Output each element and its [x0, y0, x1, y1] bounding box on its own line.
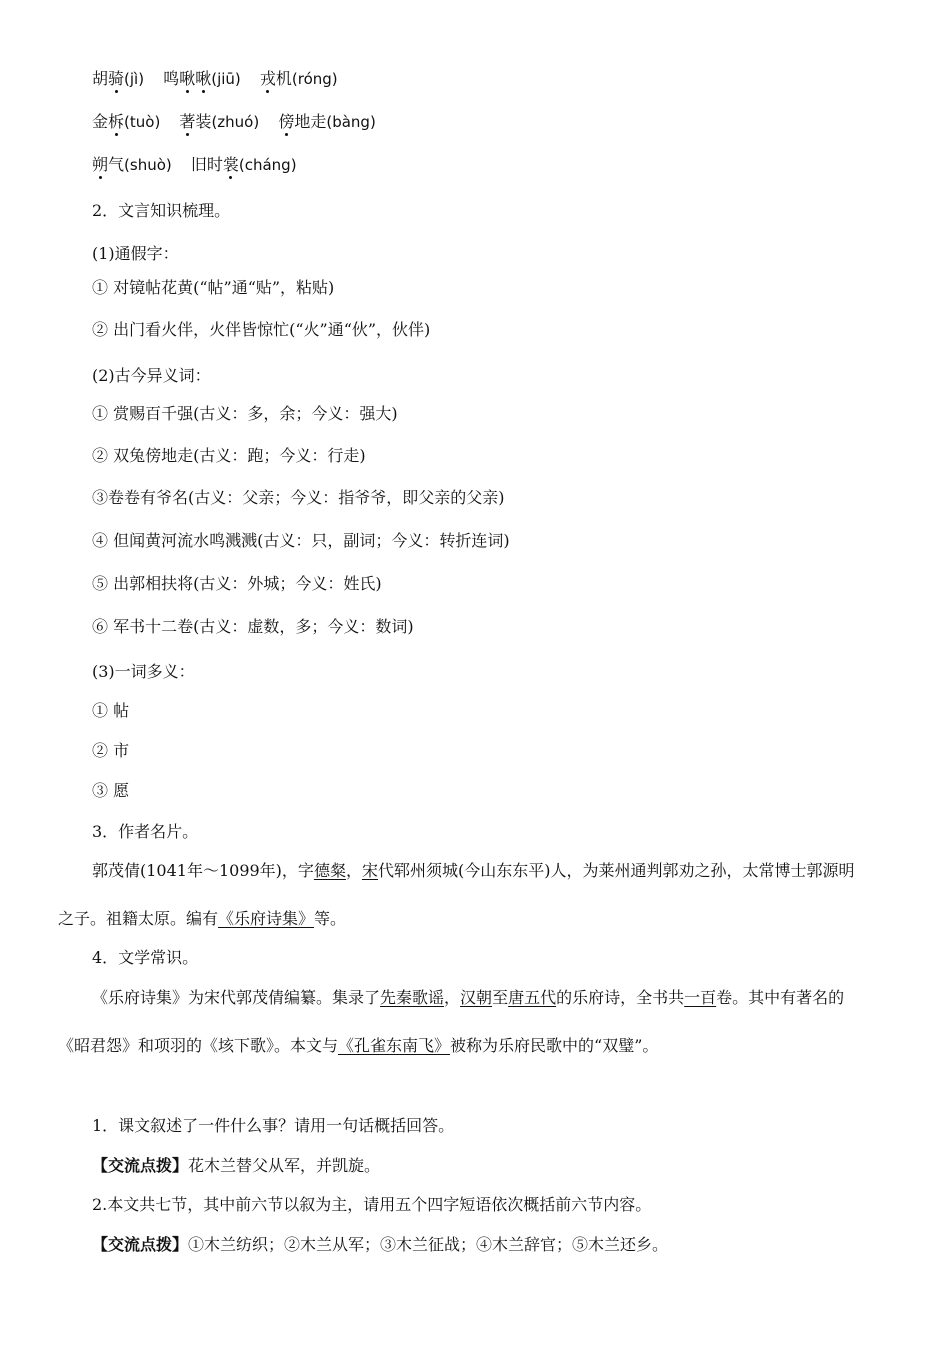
underlined-term: 汉朝 — [460, 988, 493, 1007]
author-paragraph-line-1: 郭茂倩(1041年～1099年)，字德粲，宋代郓州须城(今山东东平)人，为莱州通判郭劝之孙，太常博士郭源明 — [92, 861, 855, 880]
answer-1: 【交流点拨】花木兰替父从军，并凯旋。 — [92, 1156, 381, 1175]
pinyin-item: 鸣啾啾(jiū) — [163, 69, 241, 88]
list-item: ② 双兔傍地走(古义：跑；今义：行走) — [92, 446, 366, 465]
pinyin-item: 金柝(tuò) — [92, 112, 161, 131]
pinyin-item: 朔气(shuò) — [92, 155, 172, 174]
list-item: ② 出门看火伴，火伴皆惊忙(“火”通“伙”，伙伴) — [92, 320, 431, 339]
pinyin-row-2 — [92, 110, 376, 134]
subsection-title: (1)通假字： — [92, 244, 179, 263]
literature-paragraph-line-1: 《乐府诗集》为宋代郭茂倩编纂。集录了先秦歌谣，汉朝至唐五代的乐府诗，全书共一百卷。其中有著名的 — [92, 988, 845, 1007]
pinyin-row-1 — [92, 67, 338, 91]
pinyin-item: 旧时裳(cháng) — [190, 155, 297, 174]
answer-2: 【交流点拨】①木兰纺织；②木兰从军；③木兰征战；④木兰辞官；⑤木兰还乡。 — [92, 1235, 669, 1254]
list-item: ⑤ 出郭相扶将(古义：外城；今义：姓氏) — [92, 574, 382, 593]
list-item: ① 对镜帖花黄(“帖”通“贴”，粘贴) — [92, 278, 335, 297]
pinyin-row-3 — [92, 153, 297, 177]
underlined-term: 《乐府诗集》 — [218, 909, 315, 928]
underlined-term: 德粲 — [313, 861, 346, 880]
pinyin-item: 傍地走(bàng) — [278, 112, 376, 131]
list-item: ① 赏赐百千强(古义：多，余；今义：强大) — [92, 404, 398, 423]
list-item: ③ 愿 — [92, 781, 130, 800]
subsection-title: (2)古今异义词： — [92, 366, 211, 385]
list-item: ③卷卷有爷名(古义：父亲；今义：指爷爷，即父亲的父亲) — [92, 488, 505, 507]
question-1: 1．课文叙述了一件什么事？请用一句话概括回答。 — [92, 1116, 455, 1135]
underlined-term: 《孔雀东南飞》 — [338, 1036, 451, 1055]
question-2: 2.本文共七节，其中前六节以叙为主，请用五个四字短语依次概括前六节内容。 — [92, 1195, 652, 1214]
pinyin-item: 胡骑(jì) — [92, 69, 145, 88]
section-heading: 2．文言知识梳理。 — [92, 201, 231, 220]
underlined-term: 宋 — [361, 861, 378, 880]
author-paragraph-line-2: 之子。祖籍太原。编有《乐府诗集》等。 — [58, 909, 347, 928]
literature-paragraph-line-2: 《昭君怨》和项羽的《垓下歌》。本文与《孔雀东南飞》被称为乐府民歌中的“双璧”。 — [58, 1036, 659, 1055]
underlined-term: 唐五代 — [508, 988, 557, 1007]
list-item: ⑥ 军书十二卷(古义：虚数，多；今义：数词) — [92, 617, 414, 636]
underlined-term: 一百 — [684, 988, 717, 1007]
list-item: ④ 但闻黄河流水鸣溅溅(古义：只，副词；今义：转折连词) — [92, 531, 510, 550]
underlined-term: 先秦歌谣 — [380, 988, 445, 1007]
section-heading: 4．文学常识。 — [92, 948, 199, 967]
answer-label: 【交流点拨】 — [92, 1235, 189, 1254]
subsection-title: (3)一词多义： — [92, 662, 195, 681]
answer-label: 【交流点拨】 — [92, 1156, 189, 1175]
pinyin-item: 著装(zhuó) — [179, 112, 260, 131]
list-item: ① 帖 — [92, 701, 130, 720]
section-heading: 3．作者名片。 — [92, 822, 199, 841]
list-item: ② 市 — [92, 741, 130, 760]
pinyin-item: 戎机(róng) — [259, 69, 338, 88]
